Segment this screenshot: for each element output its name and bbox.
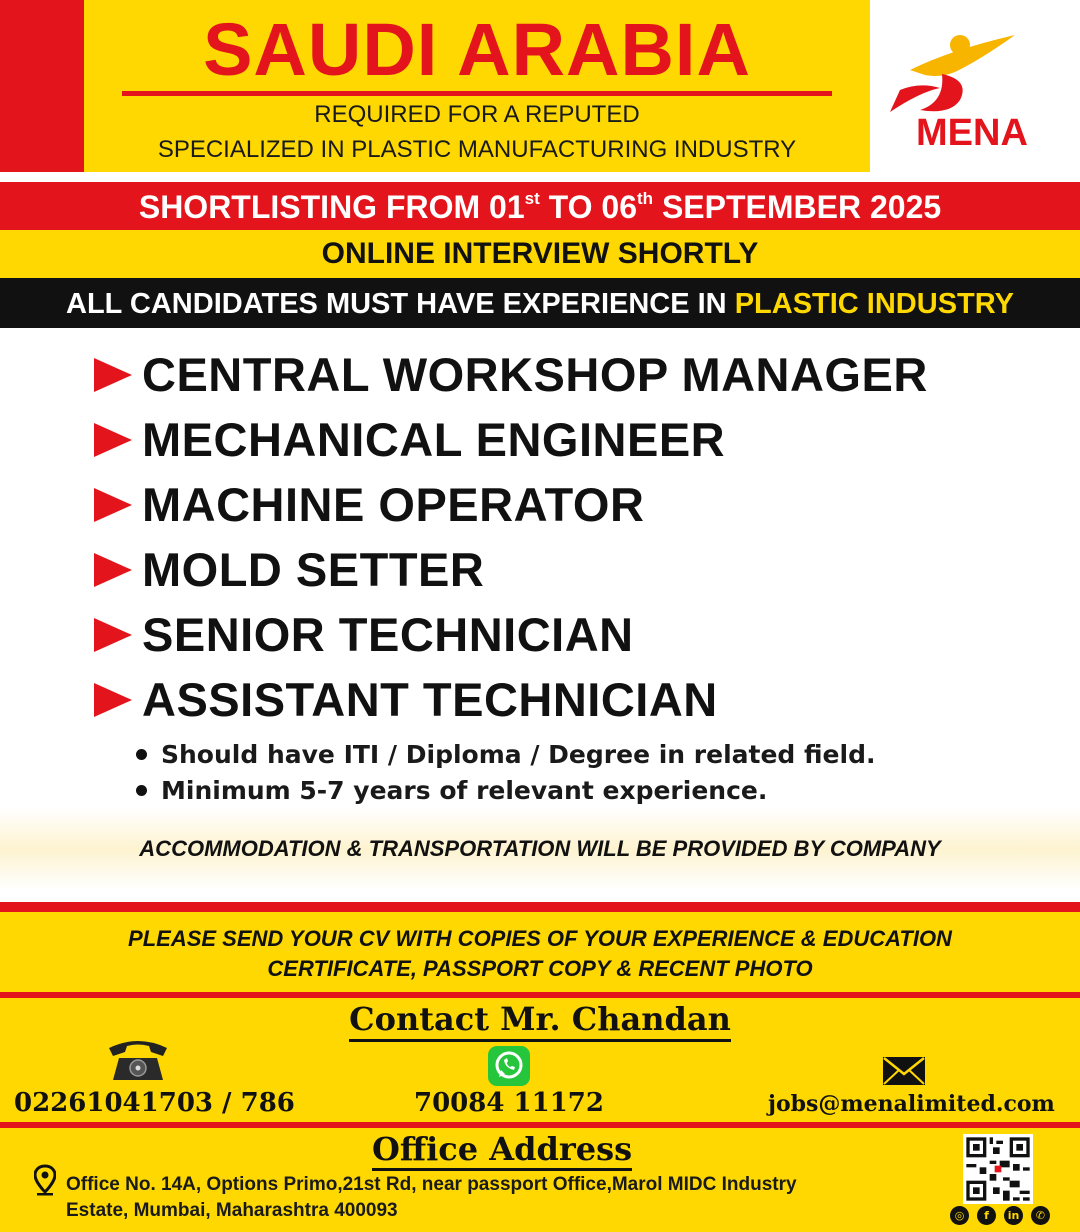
subtitle-line-2: SPECIALIZED IN PLASTIC MANUFACTURING INDUSTRY bbox=[157, 136, 797, 163]
qualification-text: Should have ITI / Diploma / Degree in related field. bbox=[161, 739, 876, 769]
qualification-list bbox=[136, 736, 875, 808]
arrow-right-icon bbox=[94, 618, 132, 652]
job-title: MECHANICAL ENGINEER bbox=[142, 413, 726, 466]
contact-title: Contact Mr. Chandan bbox=[349, 1000, 731, 1042]
requirement-text: ALL CANDIDATES MUST HAVE EXPERIENCE IN bbox=[66, 288, 735, 320]
interview-banner: ONLINE INTERVIEW SHORTLY bbox=[0, 230, 1080, 278]
bullet-icon bbox=[136, 785, 147, 796]
contact-heading bbox=[0, 1000, 1080, 1038]
job-item bbox=[94, 667, 928, 732]
send-cv-line-2: CERTIFICATE, PASSPORT COPY & RECENT PHOTO bbox=[267, 956, 813, 981]
header-red-strip bbox=[0, 0, 84, 172]
job-title: ASSISTANT TECHNICIAN bbox=[142, 673, 718, 726]
office-address bbox=[66, 1172, 936, 1224]
logo-text: MENA bbox=[916, 112, 1028, 154]
telephone-icon bbox=[105, 1036, 171, 1084]
divider bbox=[0, 992, 1080, 998]
job-item bbox=[94, 407, 928, 472]
qr-code-icon[interactable] bbox=[963, 1134, 1033, 1204]
qualification-item bbox=[136, 736, 875, 772]
divider bbox=[0, 1122, 1080, 1128]
shortlisting-sup-2: th bbox=[637, 189, 654, 208]
divider bbox=[0, 902, 1080, 912]
requirement-highlight: PLASTIC INDUSTRY bbox=[734, 288, 1014, 320]
shortlisting-banner bbox=[0, 182, 1080, 230]
title-underline bbox=[122, 91, 832, 96]
requirement-banner bbox=[0, 278, 1080, 328]
job-item bbox=[94, 472, 928, 537]
job-item bbox=[94, 342, 928, 407]
job-title: CENTRAL WORKSHOP MANAGER bbox=[142, 348, 928, 401]
shortlisting-middle: TO 06 bbox=[539, 189, 637, 225]
qualification-text: Minimum 5-7 years of relevant experience. bbox=[161, 775, 768, 805]
bullet-icon bbox=[136, 749, 147, 760]
whatsapp-social-icon[interactable]: ✆ bbox=[1031, 1206, 1050, 1225]
header-title-box bbox=[84, 0, 870, 172]
send-cv-note bbox=[0, 924, 1080, 984]
whatsapp-glyph-icon bbox=[488, 1046, 530, 1086]
qualification-item bbox=[136, 772, 875, 808]
job-title: SENIOR TECHNICIAN bbox=[142, 608, 634, 661]
office-heading: Office Address bbox=[372, 1130, 632, 1171]
arrow-right-icon bbox=[94, 423, 132, 457]
social-links bbox=[950, 1206, 1050, 1225]
mail-icon bbox=[882, 1056, 926, 1086]
shortlisting-sup-1: st bbox=[524, 189, 540, 208]
send-cv-line-1: PLEASE SEND YOUR CV WITH COPIES OF YOUR EXPERIENCE & EDUCATION bbox=[128, 926, 952, 951]
runner-logo-icon bbox=[880, 30, 1060, 120]
arrow-right-icon bbox=[94, 683, 132, 717]
arrow-right-icon bbox=[94, 358, 132, 392]
whatsapp-icon bbox=[488, 1046, 530, 1086]
job-item bbox=[94, 602, 928, 667]
address-line-2: Estate, Mumbai, Maharashtra 400093 bbox=[66, 1200, 398, 1221]
arrow-right-icon bbox=[94, 488, 132, 522]
arrow-right-icon bbox=[94, 553, 132, 587]
phone-number[interactable]: 02261041703 / 786 bbox=[14, 1088, 295, 1118]
shortlisting-suffix: SEPTEMBER 2025 bbox=[653, 189, 942, 225]
location-pin-icon bbox=[34, 1164, 56, 1196]
job-title: MACHINE OPERATOR bbox=[142, 478, 645, 531]
header bbox=[0, 0, 1080, 176]
job-title: MOLD SETTER bbox=[142, 543, 485, 596]
shortlisting-prefix: SHORTLISTING FROM 01 bbox=[138, 189, 525, 225]
page-title: SAUDI ARABIA bbox=[203, 8, 751, 91]
linkedin-icon[interactable]: in bbox=[1004, 1206, 1023, 1225]
job-list bbox=[94, 342, 928, 732]
subtitle-line-1: REQUIRED FOR A REPUTED bbox=[314, 101, 640, 128]
mena-logo bbox=[880, 30, 1060, 160]
instagram-icon[interactable]: ◎ bbox=[950, 1206, 969, 1225]
facebook-icon[interactable]: f bbox=[977, 1206, 996, 1225]
job-item bbox=[94, 537, 928, 602]
accommodation-note: ACCOMMODATION & TRANSPORTATION WILL BE PROVIDED BY COMPANY bbox=[0, 808, 1080, 890]
email-address[interactable]: jobs@menalimited.com bbox=[768, 1091, 1055, 1117]
address-line-1: Office No. 14A, Options Primo,21st Rd, near passport Office,Marol MIDC Industry bbox=[66, 1174, 797, 1195]
mobile-number[interactable]: 70084 11172 bbox=[414, 1088, 604, 1118]
